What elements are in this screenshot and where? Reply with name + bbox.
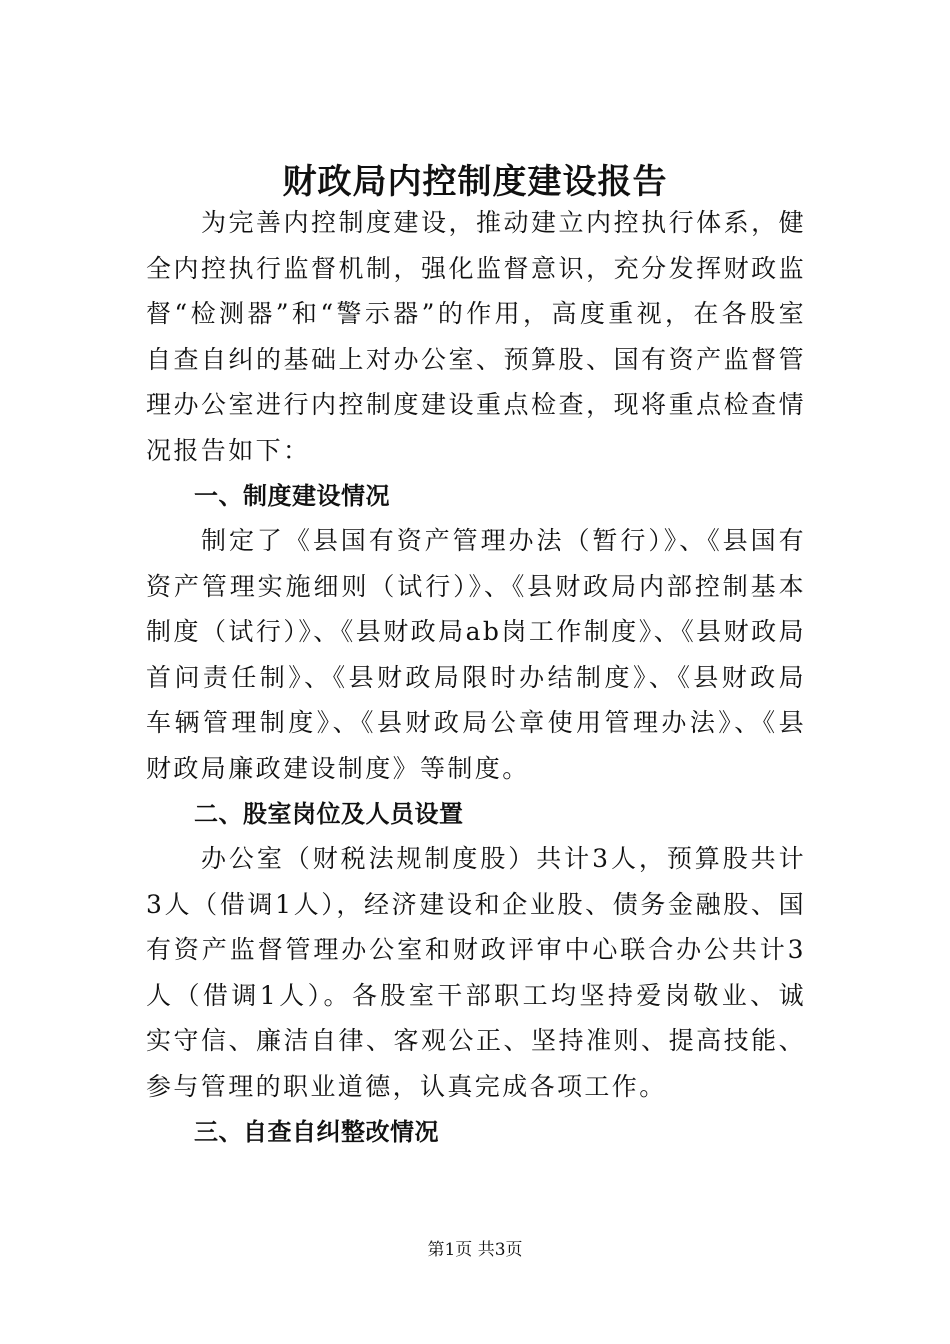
section-heading-3: 三、自查自纠整改情况 [194,1118,439,1146]
section-1-paragraph: 制定了《县国有资产管理办法（暂行）》、《县国有资产管理实施细则（试行）》、《县财政局内部控制基本制度（试行）》、《县财政局ab岗工作制度》、《县财政局首问责任制》、《县财政局限时办结制度》、《县财政局车辆管理制度》、《县财政局公章使用管理办法》、《县财政局廉政建设制度》等制度。 [146,526,806,783]
intro-paragraph: 为完善内控制度建设，推动建立内控执行体系，健全内控执行监督机制，强化监督意识，充分发挥财政监督“检测器”和“警示器”的作用，高度重视，在各股室自查自纠的基础上对办公室、预算股、国有资产监督管理办公室进行内控制度建设重点检查，现将重点检查情况报告如下： [146,208,806,465]
section-2-paragraph: 办公室（财税法规制度股）共计3人，预算股共计3人（借调1人），经济建设和企业股、债务金融股、国有资产监督管理办公室和财政评审中心联合办公共计3人（借调1人）。各股室干部职工均坚持爱岗敬业、诚实守信、廉洁自律、客观公正、坚持准则、提高技能、参与管理的职业道德，认真完成各项工作。 [146,844,806,1101]
page-number-footer: 第1页 共3页 [427,1240,523,1260]
document-title: 财政局内控制度建设报告 [282,161,668,202]
section-heading-1: 一、制度建设情况 [194,482,390,510]
section-heading-2: 二、股室岗位及人员设置 [194,800,464,828]
